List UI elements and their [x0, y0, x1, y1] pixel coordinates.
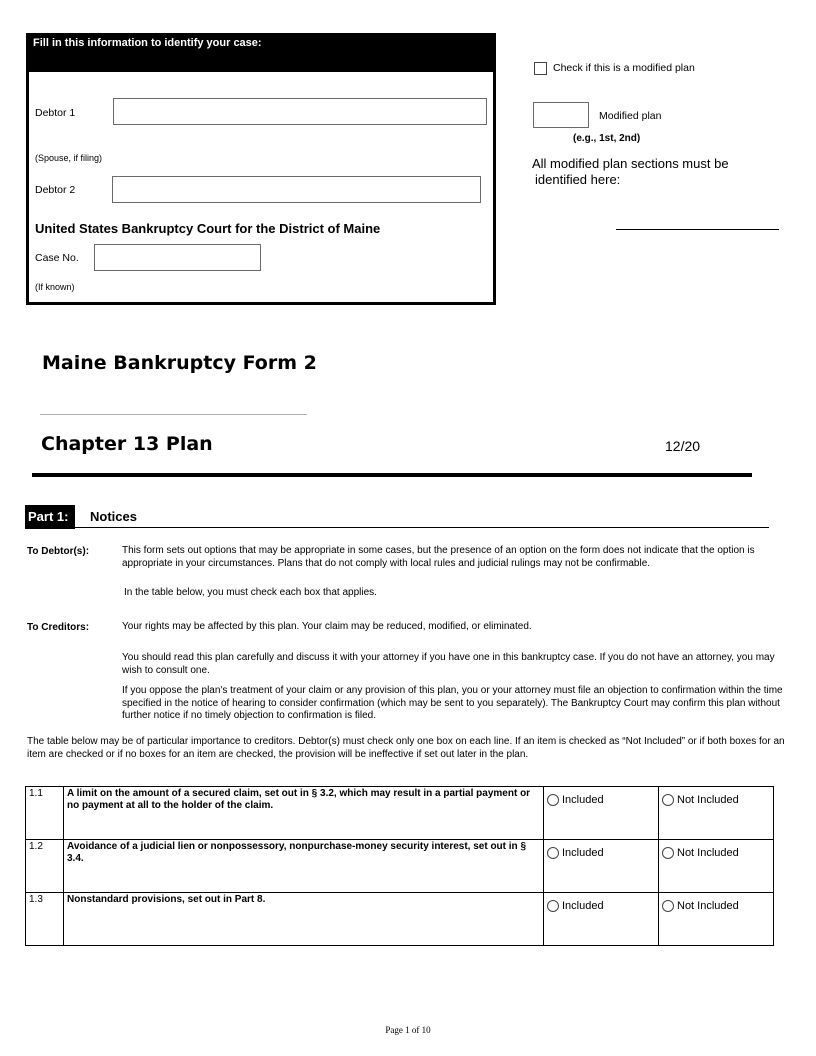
modified-sections-line[interactable] [616, 229, 779, 230]
form-title: Chapter 13 Plan [41, 433, 213, 455]
part1-title: Notices [90, 509, 137, 524]
radio-icon[interactable] [662, 794, 674, 806]
modified-plan-checkbox[interactable] [534, 62, 547, 75]
check-each-box-text: In the table below, you must check each box that applies. [124, 587, 377, 598]
modified-plan-checkbox-label: Check if this is a modified plan [553, 62, 695, 74]
case-no-label: Case No. [35, 252, 79, 264]
modified-plan-example: (e.g., 1st, 2nd) [573, 133, 641, 144]
not-included-option[interactable] [662, 794, 770, 806]
table-row [26, 840, 774, 893]
form-version: 12/20 [665, 438, 701, 454]
radio-icon[interactable] [662, 900, 674, 912]
radio-icon[interactable] [547, 794, 559, 806]
to-creditors-text-1: Your rights may be affected by this plan. Your claim may be reduced, modified, or eliminated. [122, 621, 532, 632]
radio-icon[interactable] [547, 900, 559, 912]
page-footer: Page 1 of 10 [385, 1025, 431, 1035]
modified-sections-note-line2: identified here: [535, 172, 621, 187]
court-name: United States Bankruptcy Court for the District of Maine [35, 221, 381, 236]
modified-sections-note-line1: All modified plan sections must be [532, 156, 729, 171]
modified-plan-input[interactable] [533, 102, 589, 128]
not-included-label: Not Included [677, 900, 739, 912]
included-option[interactable] [547, 900, 655, 912]
part1-label: Part 1: [25, 505, 75, 529]
title-rule [32, 473, 752, 477]
modified-plan-label: Modified plan [599, 110, 662, 122]
form-name: Maine Bankruptcy Form 2 [42, 352, 317, 374]
debtor1-input[interactable] [113, 98, 487, 125]
item-description: A limit on the amount of a secured claim, set out in § 3.2, which may result in a partial payment or no payment at all to the holder of the claim. [64, 787, 544, 840]
spouse-note: (Spouse, if filing) [35, 153, 103, 163]
included-option[interactable] [547, 794, 655, 806]
notices-table [25, 786, 774, 946]
included-label: Included [562, 794, 604, 806]
not-included-option[interactable] [662, 900, 770, 912]
not-included-option[interactable] [662, 847, 770, 859]
title-divider [40, 414, 307, 415]
debtor2-input[interactable] [112, 176, 481, 203]
item-description: Nonstandard provisions, set out in Part 8. [64, 893, 544, 946]
debtor2-label: Debtor 2 [35, 184, 76, 196]
not-included-label: Not Included [677, 847, 739, 859]
to-debtors-label: To Debtor(s): [27, 546, 90, 557]
case-no-input[interactable] [94, 244, 261, 271]
part1-rule [25, 527, 769, 528]
radio-icon[interactable] [547, 847, 559, 859]
table-row [26, 787, 774, 840]
to-creditors-label: To Creditors: [27, 622, 90, 633]
included-label: Included [562, 900, 604, 912]
table-intro-text: The table below may be of particular importance to creditors. Debtor(s) must check only one box on each line. If an item is checked as “Not Included” or if both boxes for an item are checked or if no boxes for an item are checked, the provision will be ineffective if set out later in the plan. [27, 736, 785, 760]
to-creditors-text-2: You should read this plan carefully and discuss it with your attorney if you have one in this bankruptcy case. If you do not have an attorney, you may wish to consult one. [122, 652, 775, 676]
to-creditors-text-3: If you oppose the plan's treatment of your claim or any provision of this plan, you or your attorney must file an objection to confirmation within the time specified in the notice of hearing to consider confirmation (which may be sent to you separately). The Bankruptcy Court may confirm this plan without further notice if no timely objection to confirmation is filed. [122, 685, 783, 721]
case-info-header: Fill in this information to identify your case: [26, 33, 496, 69]
table-row [26, 893, 774, 946]
item-number: 1.1 [26, 787, 64, 840]
item-number: 1.2 [26, 840, 64, 893]
item-number: 1.3 [26, 893, 64, 946]
item-description: Avoidance of a judicial lien or nonpossessory, nonpurchase-money security interest, set out in § 3.4. [64, 840, 544, 893]
debtor1-label: Debtor 1 [35, 107, 76, 119]
to-debtors-text: This form sets out options that may be appropriate in some cases, but the presence of an option on the form does not indicate that the option is appropriate in your circumstances. Plans that do not comply with local rules and judicial rulings may not be confirmable. [122, 545, 755, 569]
not-included-label: Not Included [677, 794, 739, 806]
included-option[interactable] [547, 847, 655, 859]
included-label: Included [562, 847, 604, 859]
if-known-note: (If known) [35, 282, 75, 292]
radio-icon[interactable] [662, 847, 674, 859]
